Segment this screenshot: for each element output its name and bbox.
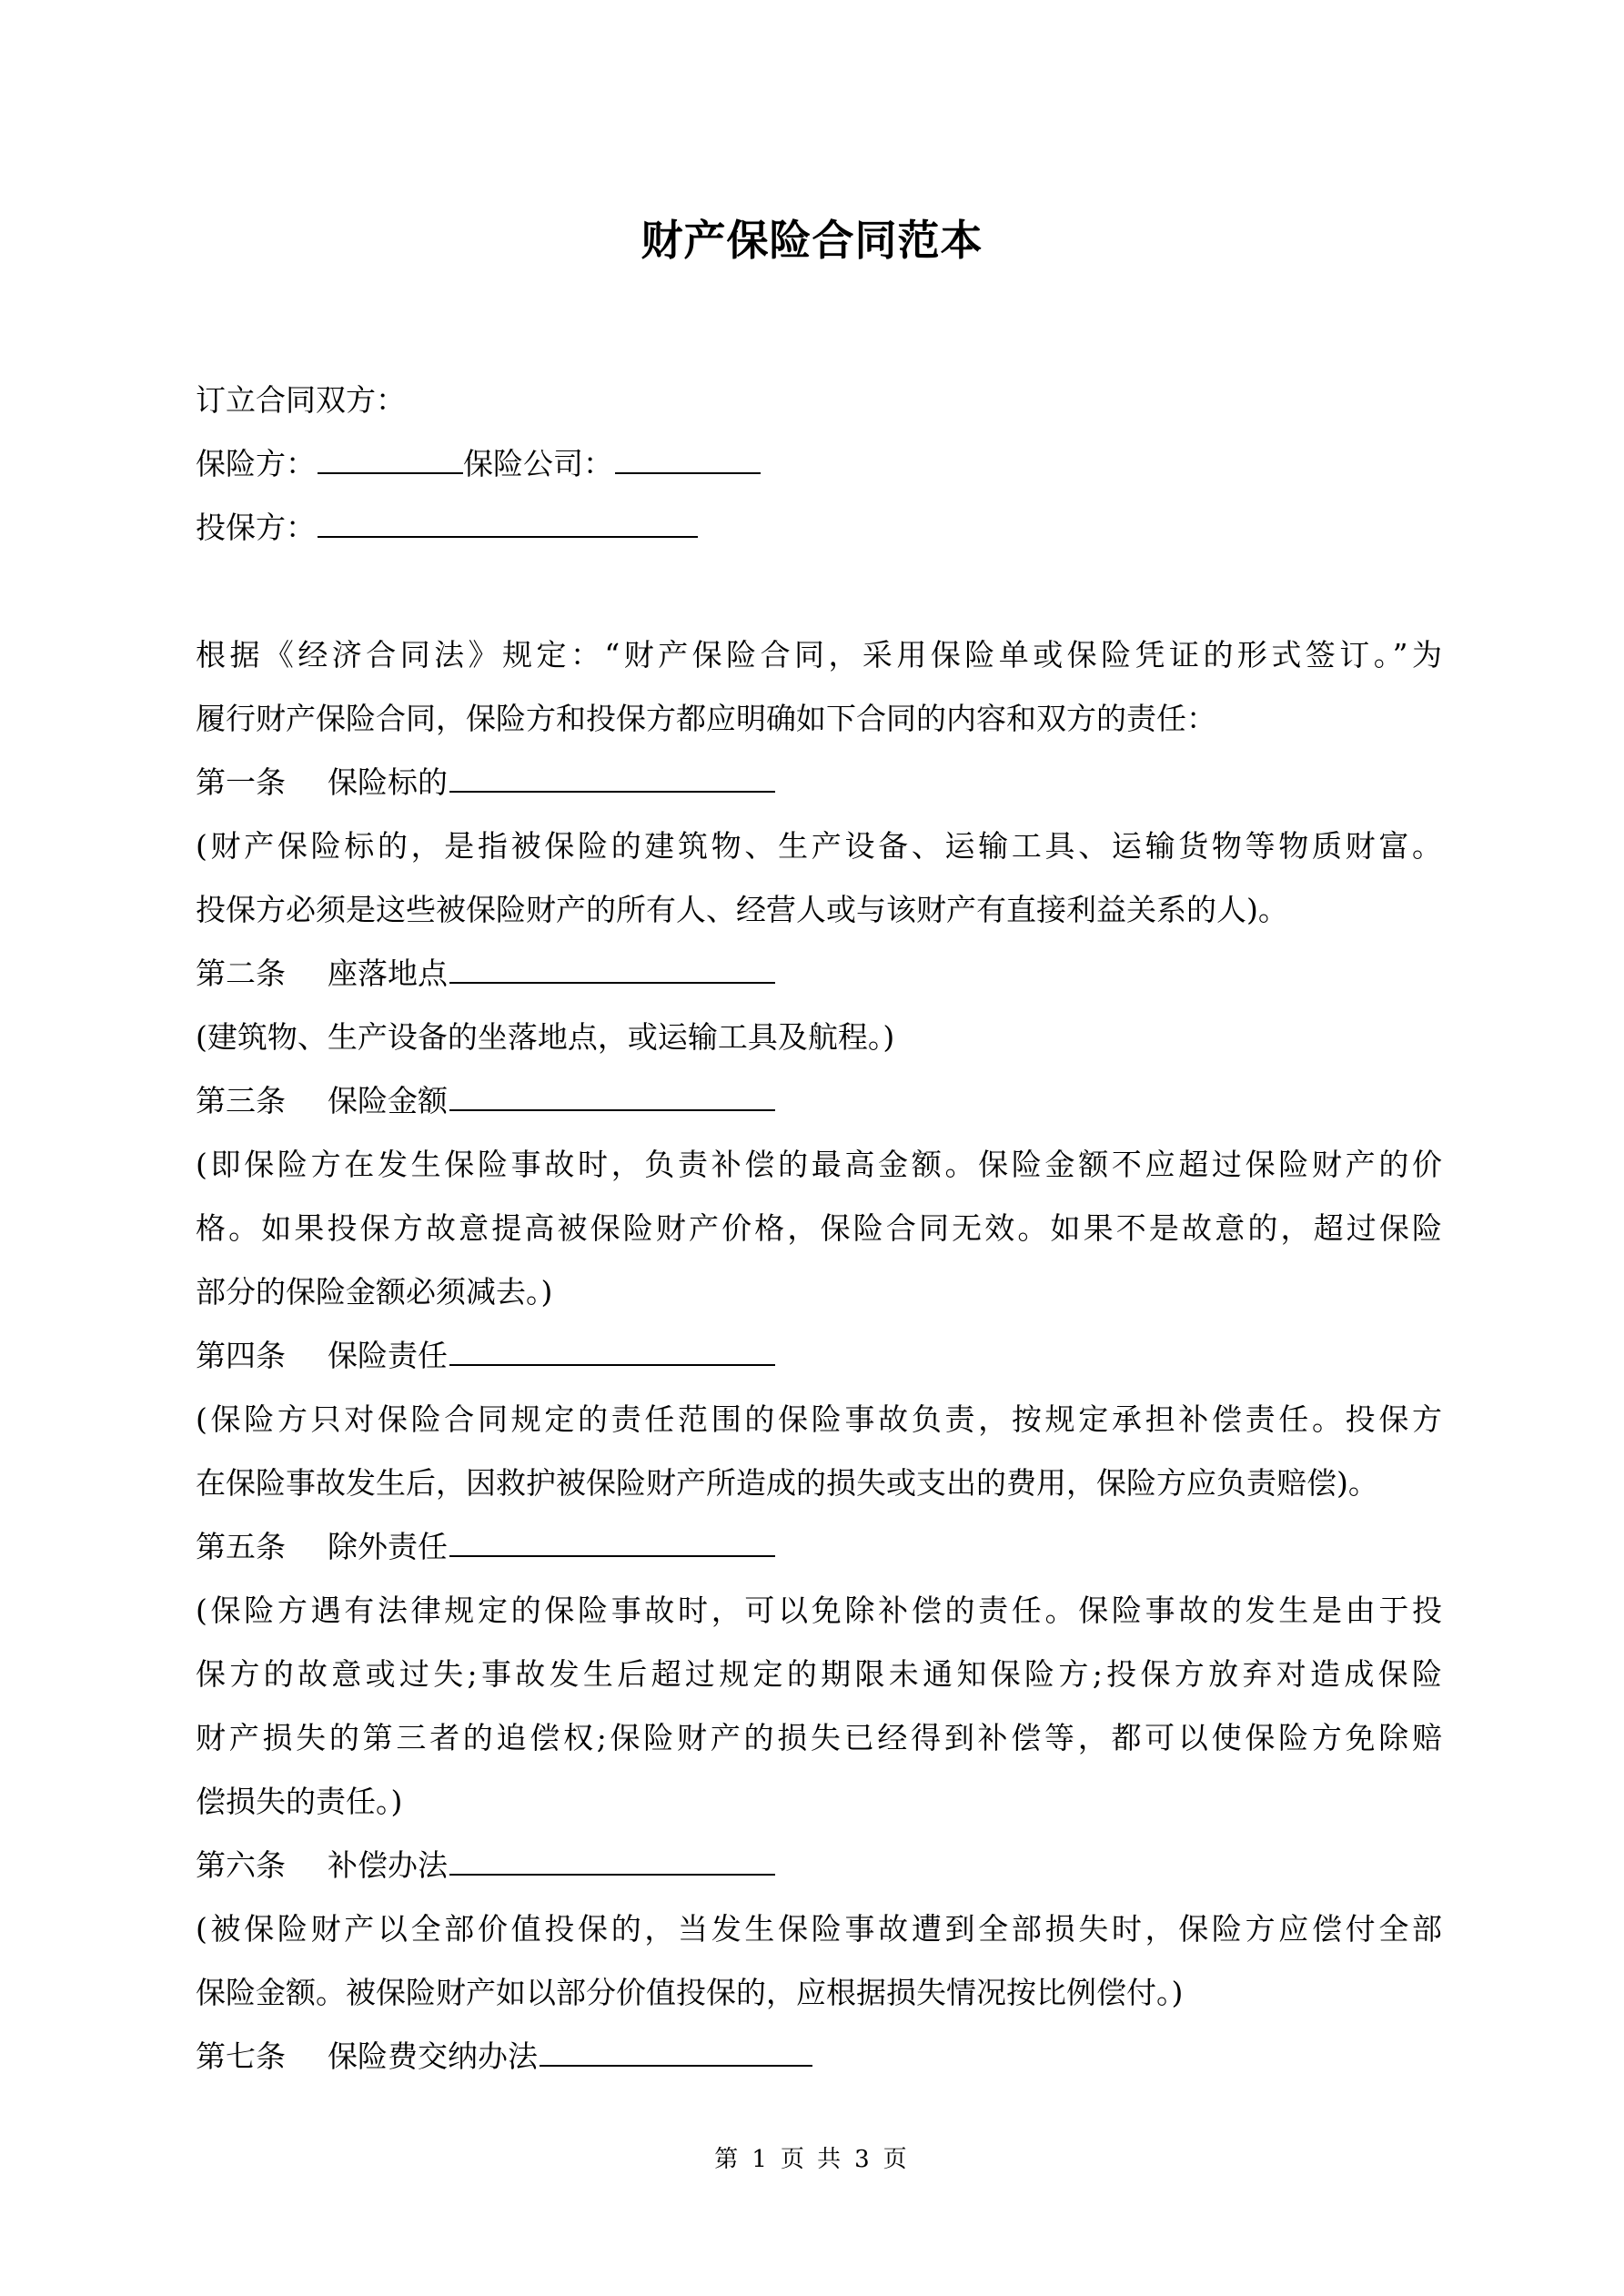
article-note: 财产损失的第三者的追偿权;保险财产的损失已经得到补偿等，都可以使保险方免除赔 bbox=[196, 1720, 1442, 1755]
article-blank[interactable] bbox=[449, 1077, 775, 1111]
article-note: (财产保险标的，是指被保险的建筑物、生产设备、运输工具、运输货物等物质财富。 bbox=[196, 828, 1442, 864]
article-title: 保险责任 bbox=[328, 1338, 448, 1373]
article-title: 座落地点 bbox=[328, 956, 448, 991]
article-note: 偿损失的责任。) bbox=[196, 1784, 403, 1819]
article-title: 保险费交纳办法 bbox=[328, 2038, 538, 2074]
article-title: 保险标的 bbox=[328, 764, 448, 800]
intro-line: 根据《经济合同法》规定：“财产保险合同，采用保险单或保险凭证的形式签订。”为 bbox=[196, 637, 1442, 673]
article-heading bbox=[196, 942, 1442, 1006]
article-title: 补偿办法 bbox=[328, 1847, 448, 1883]
insurer-line bbox=[196, 432, 1442, 496]
article-number: 第四条 bbox=[196, 1338, 286, 1373]
article-number: 第六条 bbox=[196, 1847, 286, 1883]
article-blank[interactable] bbox=[449, 1522, 775, 1557]
footer-middle: 页 共 bbox=[780, 2146, 844, 2173]
insurer-company-label: 保险公司： bbox=[463, 446, 613, 481]
article-number: 第一条 bbox=[196, 764, 286, 800]
article-note: (建筑物、生产设备的坐落地点，或运输工具及航程。) bbox=[196, 1019, 895, 1055]
article-note: 投保方必须是这些被保险财产的所有人、经营人或与该财产有直接利益关系的人)。 bbox=[196, 892, 1288, 927]
article-note: (保险方只对保险合同规定的责任范围的保险事故负责，按规定承担补偿责任。投保方 bbox=[196, 1401, 1442, 1437]
policyholder-label: 投保方： bbox=[196, 510, 316, 545]
parties-heading: 订立合同双方： bbox=[196, 382, 406, 418]
footer-total-pages: 3 bbox=[854, 2146, 873, 2173]
article-blank[interactable] bbox=[449, 1331, 775, 1366]
insurer-blank[interactable] bbox=[318, 440, 463, 474]
section-spacer bbox=[196, 560, 1442, 623]
article-title: 保险金额 bbox=[328, 1083, 448, 1118]
footer-suffix: 页 bbox=[883, 2146, 910, 2173]
article-blank[interactable] bbox=[449, 758, 775, 793]
article-heading bbox=[196, 1324, 1442, 1388]
policyholder-line bbox=[196, 496, 1442, 560]
article-heading bbox=[196, 1834, 1442, 1897]
article-blank[interactable] bbox=[449, 1841, 775, 1876]
article-number: 第五条 bbox=[196, 1529, 286, 1564]
article-heading bbox=[196, 2025, 1442, 2089]
article-note: 部分的保险金额必须减去。) bbox=[196, 1274, 553, 1310]
footer-page-number: 1 bbox=[751, 2146, 770, 2173]
article-heading bbox=[196, 1069, 1442, 1133]
intro-line: 履行财产保险合同，保险方和投保方都应明确如下合同的内容和双方的责任： bbox=[196, 701, 1216, 736]
document-title: 财产保险合同范本 bbox=[641, 216, 983, 265]
article-heading bbox=[196, 1515, 1442, 1579]
insurer-company-blank[interactable] bbox=[615, 440, 761, 474]
article-note: (被保险财产以全部价值投保的，当发生保险事故遭到全部损失时，保险方应偿付全部 bbox=[196, 1911, 1442, 1947]
page-footer bbox=[0, 2140, 1624, 2174]
article-note: (即保险方在发生保险事故时，负责补偿的最高金额。保险金额不应超过保险财产的价 bbox=[196, 1147, 1442, 1182]
document-body bbox=[196, 369, 1442, 2089]
article-heading bbox=[196, 751, 1442, 814]
article-blank[interactable] bbox=[540, 2032, 812, 2067]
article-number: 第二条 bbox=[196, 956, 286, 991]
article-note: 在保险事故发生后，因救护被保险财产所造成的损失或支出的费用，保险方应负责赔偿)。 bbox=[196, 1465, 1378, 1501]
article-blank[interactable] bbox=[449, 949, 775, 984]
article-note: (保险方遇有法律规定的保险事故时，可以免除补偿的责任。保险事故的发生是由于投 bbox=[196, 1593, 1442, 1628]
article-number: 第三条 bbox=[196, 1083, 286, 1118]
footer-prefix: 第 bbox=[714, 2146, 741, 2173]
article-note: 保险金额。被保险财产如以部分价值投保的，应根据损失情况按比例偿付。) bbox=[196, 1975, 1184, 2010]
insurer-label: 保险方： bbox=[196, 446, 316, 481]
article-title: 除外责任 bbox=[328, 1529, 448, 1564]
article-note: 保方的故意或过失;事故发生后超过规定的期限未通知保险方;投保方放弃对造成保险 bbox=[196, 1656, 1442, 1692]
policyholder-blank[interactable] bbox=[318, 503, 698, 538]
article-note: 格。如果投保方故意提高被保险财产价格，保险合同无效。如果不是故意的，超过保险 bbox=[196, 1210, 1442, 1246]
article-number: 第七条 bbox=[196, 2038, 286, 2074]
